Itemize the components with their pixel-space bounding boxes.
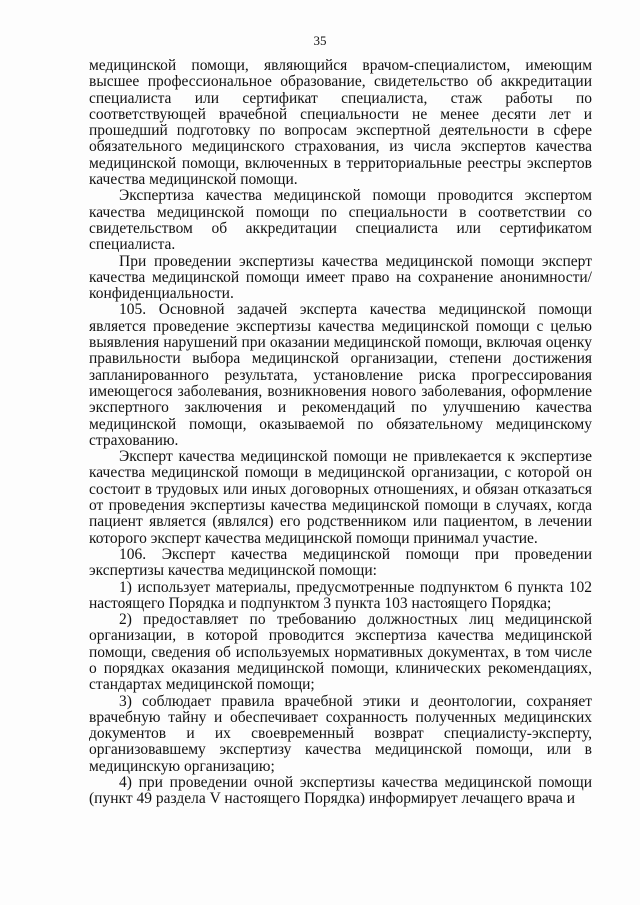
paragraph: При проведении экспертизы качества медицинской помощи эксперт качества медицинской помощи имеет право на сохранение анонимности/конфиденциальности. — [89, 252, 592, 303]
page-number: 35 — [313, 33, 327, 48]
list-item: 3) соблюдает правила врачебной этики и деонтологии, сохраняет врачебную тайну и обеспечивает сохранность полученных медицинских документов и их своевременный возврат специалисту-эксперту, организовавшему экспертизу качества медицинской помощи, или в медицинскую организацию; — [89, 692, 592, 775]
list-item: 2) предоставляет по требованию должностных лиц медицинской организации, в которой проводится экспертиза качества медицинской помощи, сведения об используемых нормативных документах, в том числе о порядках оказания медицинской помощи, клинических рекомендациях, стандартах медицинской помощи; — [89, 611, 592, 694]
paragraph-item-105: 105. Основной задачей эксперта качества медицинской помощи является проведение экспертизы качества медицинской помощи с целью выявления нарушений при оказании медицинской помощи, включая оценку правильности выбора медицинской организации, степени достижения запланированного результата, установление риска прогрессирования имеющегося заболевания, возникновения нового заболевания, оформление экспертного заключения и рекомендаций по улучшению качества медицинской помощи, оказываемой по обязательному медицинскому страхованию. — [89, 301, 592, 449]
paragraph: медицинской помощи, являющийся врачом-специалистом, имеющим высшее профессиональное образование, свидетельство об аккредитации специалиста или сертификат специалиста, стаж работы по соответствующей врачебной специальности не менее десяти лет и прошедший подготовку по вопросам экспертной деятельности в сфере обязательного медицинского страхования, из числа экспертов качества медицинской помощи, включенных в территориальные реестры экспертов качества медицинской помощи. — [89, 57, 592, 189]
paragraph: Эксперт качества медицинской помощи не привлекается к экспертизе качества медицинской помощи в медицинской организации, с которой он состоит в трудовых или иных договорных отношениях, и обязан отказаться от проведения экспертизы качества медицинской помощи в случаях, когда пациент является (являлся) его родственником или пациентом, в лечении которого эксперт качества медицинской помощи принимал участие. — [89, 448, 592, 547]
list-item: 1) использует материалы, предусмотренные подпунктом 6 пункта 102 настоящего Порядка и подпунктом 3 пункта 103 настоящего Порядка; — [89, 578, 592, 612]
paragraph-item-106: 106. Эксперт качества медицинской помощи при проведении экспертизы качества медицинской помощи: — [89, 545, 592, 580]
paragraph: Экспертиза качества медицинской помощи проводится экспертом качества медицинской помощи по специальности в соответствии со свидетельством об аккредитации специалиста или сертификатом специалиста. — [89, 187, 592, 254]
body-text — [89, 58, 592, 808]
list-item: 4) при проведении очной экспертизы качества медицинской помощи (пункт 49 раздела V настоящего Порядка) информирует лечащего врача и — [89, 774, 592, 808]
